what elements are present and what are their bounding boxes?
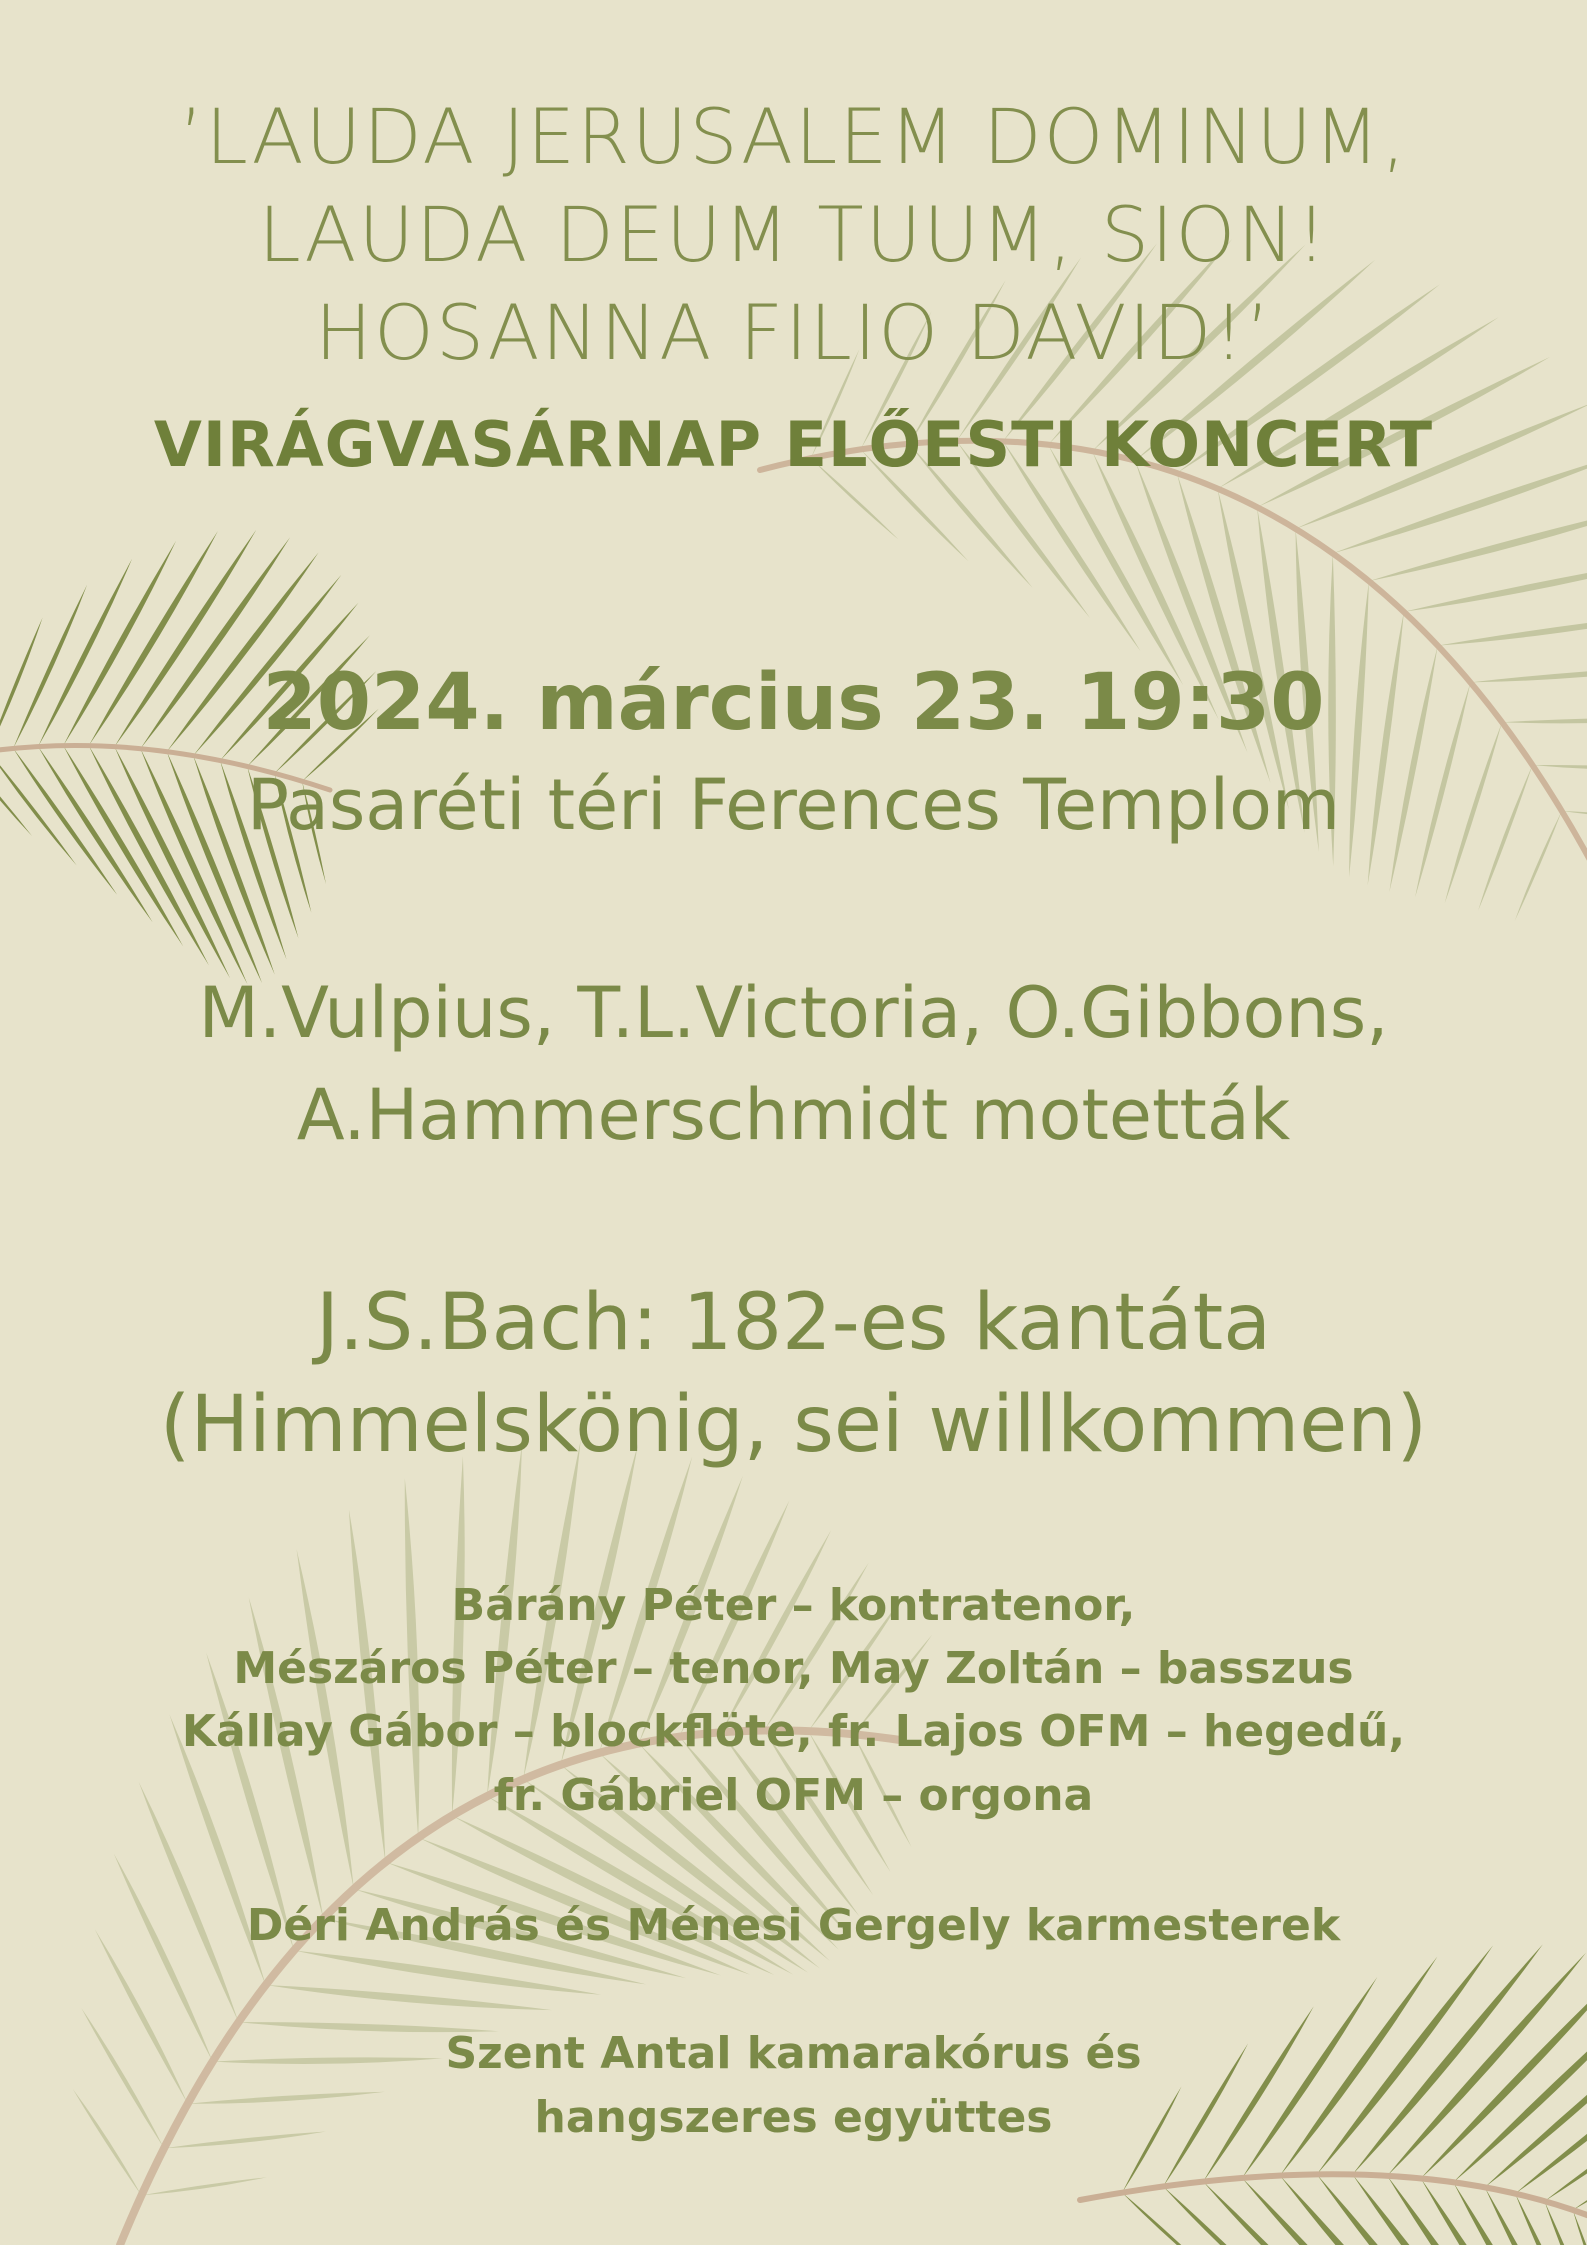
performer-line-2: Mészáros Péter – tenor, May Zoltán – basszus xyxy=(233,1643,1354,1694)
quote-line-2: LAUDA DEUM TUUM, SION! xyxy=(258,190,1329,279)
event-date-time: 2024. március 23. 19:30 xyxy=(262,658,1325,748)
event-venue: Pasaréti téri Ferences Templom xyxy=(246,764,1341,846)
cantata-title: J.S.Bach: 182-es kantáta xyxy=(315,1278,1272,1368)
performer-line-4: fr. Gábriel OFM – orgona xyxy=(493,1770,1094,1821)
performer-line-1: Bárány Péter – kontratenor, xyxy=(451,1580,1136,1631)
program-line-2: A.Hammerschmidt motetták xyxy=(296,1074,1291,1156)
ensemble-line-2: hangszeres együttes xyxy=(534,2092,1053,2143)
event-heading: VIRÁGVASÁRNAP ELŐESTI KONCERT xyxy=(153,408,1434,481)
cantata-subtitle: (Himmelskönig, sei willkommen) xyxy=(159,1380,1428,1470)
conductors: Déri András és Ménesi Gergely karmesterek xyxy=(246,1900,1341,1951)
program-line-1: M.Vulpius, T.L.Victoria, O.Gibbons, xyxy=(198,972,1389,1054)
performer-line-3: Kállay Gábor – blockflöte, fr. Lajos OFM – hegedű, xyxy=(181,1706,1406,1757)
ensemble-line-1: Szent Antal kamarakórus és xyxy=(445,2028,1142,2079)
quote-line-1: ’LAUDA JERUSALEM DOMINUM, xyxy=(179,92,1408,181)
quote-line-3: HOSANNA FILIO DAVID!’ xyxy=(314,288,1273,377)
